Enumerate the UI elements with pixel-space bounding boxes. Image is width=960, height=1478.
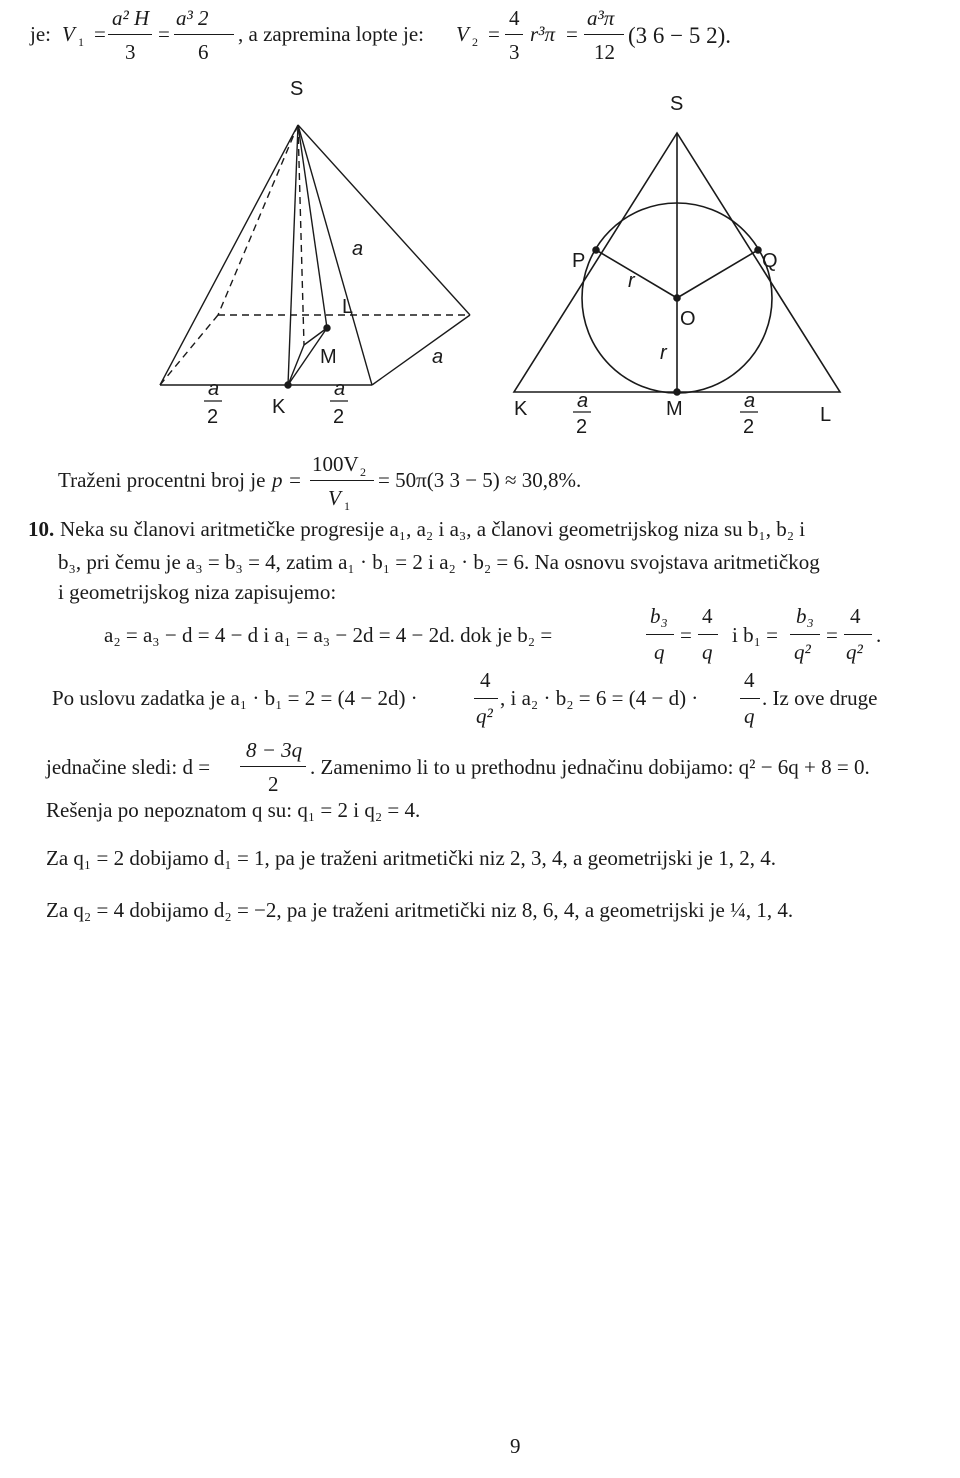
percent-label: Traženi procentni broj je (58, 468, 266, 492)
eq2-f1-num: 4 (480, 668, 491, 692)
eq2-end: . Iz ove druge (762, 686, 878, 710)
problem-line-2: b₃, pri čemu je a₃ = b₃ = 4, zatim a₁ · b₁ = 2 i a₂ · b₂ = 6. Na osnovu svojstava aritmetičkog (58, 550, 820, 574)
page-number: 9 (510, 1434, 521, 1458)
triangle-r2-label: r (660, 342, 667, 364)
frac4-den: 12 (594, 40, 615, 64)
triangle-half-right-den: 2 (743, 416, 755, 438)
eq1-end: . (876, 623, 882, 647)
formula-middle: , a zapremina lopte je: (238, 22, 424, 46)
frac3-den: 3 (509, 40, 520, 64)
frac4-num: a³π (587, 6, 615, 30)
triangle-o-label: O (680, 308, 696, 330)
frac1-bar (108, 34, 152, 35)
percent-den-sub: 1 (344, 499, 350, 513)
triangle-l-label: L (820, 404, 832, 426)
frac2-den: 6 (198, 40, 209, 64)
eq1-mid: i b₁ = (732, 623, 778, 647)
frac4-bar (584, 34, 624, 35)
case-2-line: Za q₂ = 4 dobijamo d₂ = −2, pa je traženi aritmetički niz 8, 6, 4, a geometrijski je ¼, 1, 4. (46, 898, 794, 922)
v2-symbol: V (456, 22, 469, 46)
solutions-line: Rešenja po nepoznatom q su: q₁ = 2 i q₂ = 4. (46, 798, 421, 822)
percent-frac-bar (310, 480, 374, 481)
pyramid-half-right-den: 2 (333, 406, 345, 428)
pyramid-a-edge-label: a (352, 238, 364, 260)
eq1-equals: = (680, 623, 692, 647)
frac1-num: a² H (112, 6, 150, 30)
eq2-mid: , i a₂ · b₂ = 6 = (4 − d) · (500, 686, 699, 710)
percent-den: V (328, 486, 341, 510)
v1-symbol: V (62, 22, 75, 46)
eq3-num: 8 − 3q (246, 738, 303, 762)
eq1-f4-bar (844, 634, 872, 635)
eq1-f2-bar (698, 634, 718, 635)
frac2-num: a³ 2 (176, 6, 209, 30)
percent-result: = 50π(3 3 − 5) ≈ 30,8%. (378, 468, 582, 492)
frac1-den: 3 (125, 40, 136, 64)
formula-prefix: je: (30, 22, 51, 46)
pyramid-l-label: L (342, 296, 354, 318)
triangle-half-left-num: a (577, 390, 589, 412)
equals-4: = (566, 22, 578, 46)
case-1-line: Za q₁ = 2 dobijamo d₁ = 1, pa je traženi aritmetički niz 2, 3, 4, a geometrijski je 1, 2, 4. (46, 846, 776, 870)
frac2-bar (174, 34, 234, 35)
equals-1: = (94, 22, 106, 46)
formula-tail: (3 6 − 5 2). (628, 23, 732, 48)
equals-2: = (158, 22, 170, 46)
percent-num: 100V (312, 452, 359, 476)
eq2-f2-num: 4 (744, 668, 755, 692)
eq1-f2-den: q (702, 640, 713, 664)
eq3-start: jednačine sledi: d = (46, 755, 211, 779)
eq3-bar (240, 766, 306, 767)
triangle-q-label: Q (762, 250, 778, 272)
problem-number: 10. (28, 517, 55, 541)
eq1-f1-bar (646, 634, 674, 635)
eq1-f3-bar (790, 634, 820, 635)
eq2-f2-den: q (744, 704, 755, 728)
v1-subscript: 1 (78, 35, 84, 49)
pyramid-half-left-num: a (208, 378, 220, 400)
percent-num-sub: 2 (360, 465, 366, 479)
eq2-f1-den: q² (476, 704, 493, 728)
pyramid-figure (160, 125, 470, 388)
eq1-f3-den: q² (794, 640, 811, 664)
eq1-f1-num: b₃ (650, 604, 668, 628)
triangle-k-label: K (514, 398, 528, 420)
pyramid-m-label: M (320, 346, 337, 368)
triangle-r1-label: r (628, 270, 635, 292)
eq1-f4-num: 4 (850, 604, 861, 628)
triangle-apex-label: S (670, 93, 684, 115)
geometry-figures (0, 55, 960, 495)
frac3-num: 4 (509, 6, 520, 30)
pyramid-half-left-den: 2 (207, 406, 219, 428)
eq2-start: Po uslovu zadatka je a₁ · b₁ = 2 = (4 − 2d) · (52, 686, 418, 710)
triangle-p-label: P (572, 250, 586, 272)
pyramid-apex-label: S (290, 78, 304, 100)
frac3-bar (505, 34, 523, 35)
eq1-f2-num: 4 (702, 604, 713, 628)
eq1-f3-num: b₃ (796, 604, 814, 628)
triangle-half-left-den: 2 (576, 416, 588, 438)
pyramid-k-label: K (272, 396, 286, 418)
eq1-f1-den: q (654, 640, 665, 664)
eq1-f4-den: q² (846, 640, 863, 664)
cross-section-figure (514, 133, 840, 395)
eq2-f2-bar (740, 698, 760, 699)
percent-p: p = (272, 468, 302, 492)
eq1-text: a₂ = a₃ − d = 4 − d i a₁ = a₃ − 2d = 4 − 2d. dok je b₂ = (104, 623, 553, 647)
eq2-f1-bar (474, 698, 498, 699)
pyramid-half-right-num: a (334, 378, 346, 400)
problem-line-3: i geometrijskog niza zapisujemo: (58, 580, 337, 604)
eq1-equals-2: = (826, 623, 838, 647)
pyramid-a-base-label: a (432, 346, 444, 368)
eq3-end: . Zamenimo li to u prethodnu jednačinu dobijamo: q² − 6q + 8 = 0. (310, 755, 870, 779)
triangle-m-label: M (666, 398, 683, 420)
eq3-den: 2 (268, 772, 279, 796)
equals-3: = (488, 22, 500, 46)
triangle-half-right-num: a (744, 390, 756, 412)
r3pi: r³π (530, 22, 555, 46)
problem-line-1: Neka su članovi aritmetičke progresije a₁, a₂ i a₃, a članovi geometrijskog niza su b₁, b₂ i (60, 517, 806, 541)
v2-subscript: 2 (472, 35, 478, 49)
